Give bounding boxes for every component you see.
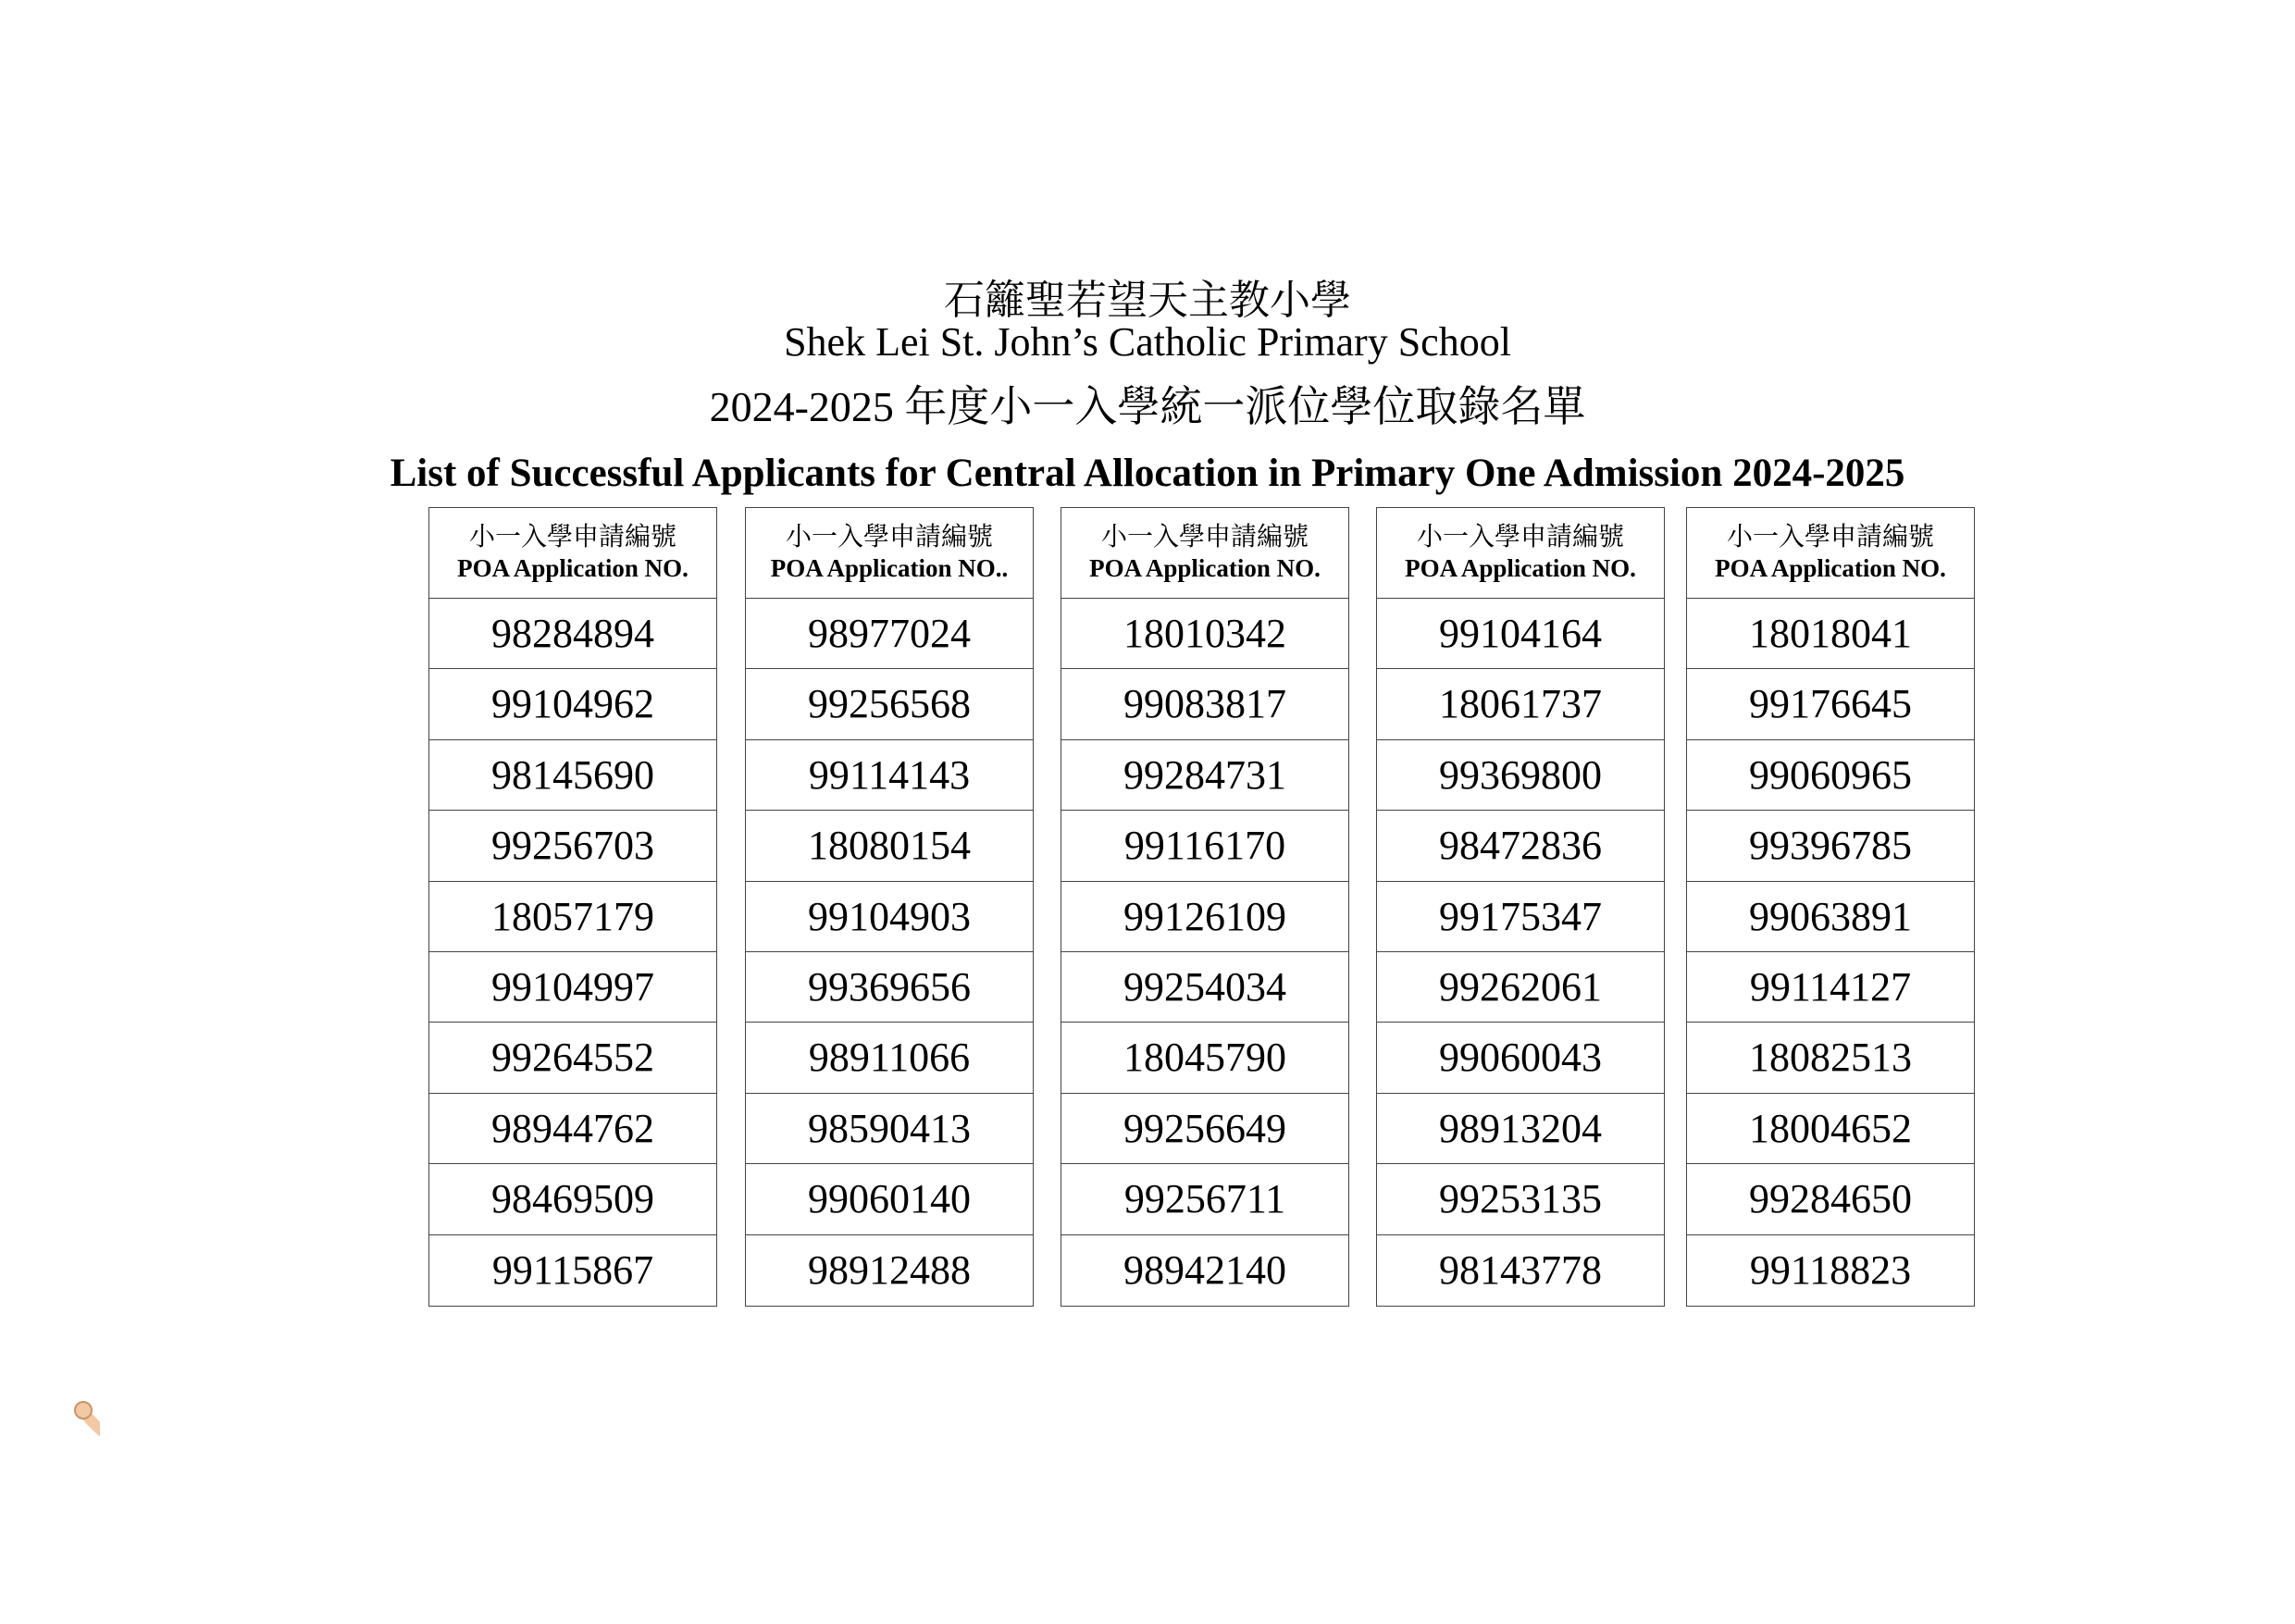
table-cell: 99104962 bbox=[429, 669, 716, 739]
table-cell: 99175347 bbox=[1377, 882, 1664, 952]
table-cell: 99063891 bbox=[1687, 882, 1974, 952]
table-cell: 99284650 bbox=[1687, 1164, 1974, 1234]
table-cell: 99262061 bbox=[1377, 952, 1664, 1023]
column-header bbox=[1687, 508, 1974, 599]
column-header bbox=[429, 508, 716, 599]
table-cell: 99083817 bbox=[1061, 669, 1348, 739]
list-title-zh: 2024-2025 年度小一入學統一派位學位取錄名單 bbox=[709, 383, 1586, 430]
table-cell: 98145690 bbox=[429, 740, 716, 811]
table-cell: 99253135 bbox=[1377, 1164, 1664, 1234]
column-header bbox=[746, 508, 1033, 599]
column-header-zh: 小一入學申請編號 bbox=[785, 523, 993, 552]
table-cell: 99060140 bbox=[746, 1164, 1033, 1234]
table-cell: 99118823 bbox=[1749, 1246, 1912, 1293]
school-name-en: Shek Lei St. John’s Catholic Primary School bbox=[784, 319, 1511, 365]
column-header-en: POA Application NO.. bbox=[770, 554, 1009, 582]
table-cell: 99369800 bbox=[1377, 740, 1664, 811]
table-cell: 99256711 bbox=[1061, 1164, 1348, 1234]
table-cell: 99115867 bbox=[491, 1246, 654, 1293]
column-header-zh: 小一入學申請編號 bbox=[468, 523, 676, 552]
table-cell: 99104164 bbox=[1377, 599, 1664, 669]
table-cell: 99264552 bbox=[429, 1023, 716, 1093]
table-cell: 99060043 bbox=[1377, 1023, 1664, 1093]
table-cell: 98911066 bbox=[746, 1023, 1033, 1093]
table-cell: 18045790 bbox=[1061, 1023, 1348, 1093]
table-column-1 bbox=[428, 507, 717, 1307]
table-cell: 18080154 bbox=[746, 811, 1033, 881]
table-cell: 99126109 bbox=[1061, 882, 1348, 952]
table-cell: 18018041 bbox=[1687, 599, 1974, 669]
table-cell: 18010342 bbox=[1061, 599, 1348, 669]
table-column-3 bbox=[1061, 507, 1349, 1307]
column-header-en: POA Application NO. bbox=[1405, 554, 1636, 582]
table-cell: 99176645 bbox=[1687, 669, 1974, 739]
table-cell: 98472836 bbox=[1377, 811, 1664, 881]
column-header-zh: 小一入學申請編號 bbox=[1726, 523, 1934, 552]
table-cell: 18004652 bbox=[1687, 1094, 1974, 1164]
column-header bbox=[1377, 508, 1664, 599]
table-cell: 99256568 bbox=[746, 669, 1033, 739]
table-cell: 98977024 bbox=[746, 599, 1033, 669]
table-cell: 99104903 bbox=[746, 882, 1033, 952]
table-cell: 98942140 bbox=[1123, 1246, 1286, 1293]
school-name-zh: 石籬聖若望天主教小學 bbox=[944, 278, 1351, 323]
table-cell: 98590413 bbox=[746, 1094, 1033, 1164]
table-cell: 99284731 bbox=[1061, 740, 1348, 811]
table-cell: 98143778 bbox=[1439, 1246, 1602, 1293]
table-cell: 18082513 bbox=[1687, 1023, 1974, 1093]
column-header bbox=[1061, 508, 1348, 599]
table-cell: 99256703 bbox=[429, 811, 716, 881]
column-header-en: POA Application NO. bbox=[457, 554, 688, 582]
table-cell: 98284894 bbox=[429, 599, 716, 669]
column-header-zh: 小一入學申請編號 bbox=[1416, 523, 1624, 552]
table-cell: 99060965 bbox=[1687, 740, 1974, 811]
table-cell: 18061737 bbox=[1377, 669, 1664, 739]
table-column-4 bbox=[1376, 507, 1665, 1307]
table-cell: 99116170 bbox=[1061, 811, 1348, 881]
column-header-zh: 小一入學申請編號 bbox=[1100, 523, 1309, 552]
table-cell: 98944762 bbox=[429, 1094, 716, 1164]
table-column-2 bbox=[745, 507, 1034, 1307]
column-header-en: POA Application NO. bbox=[1089, 554, 1321, 582]
table-cell: 98469509 bbox=[429, 1164, 716, 1234]
table-cell: 99114127 bbox=[1687, 952, 1974, 1023]
list-title-en: List of Successful Applicants for Central Allocation in Primary One Admission 2024-2025 bbox=[390, 452, 1905, 495]
column-header-en: POA Application NO. bbox=[1715, 554, 1946, 582]
table-cell: 98913204 bbox=[1377, 1094, 1664, 1164]
table-cell: 99114143 bbox=[746, 740, 1033, 811]
table-cell: 99396785 bbox=[1687, 811, 1974, 881]
table-cell: 99369656 bbox=[746, 952, 1033, 1023]
table-cell: 98912488 bbox=[808, 1246, 971, 1293]
table-column-5 bbox=[1686, 507, 1975, 1307]
table-cell: 99254034 bbox=[1061, 952, 1348, 1023]
table-cell: 18057179 bbox=[429, 882, 716, 952]
table-cell: 99256649 bbox=[1061, 1094, 1348, 1164]
table-cell: 99104997 bbox=[429, 952, 716, 1023]
